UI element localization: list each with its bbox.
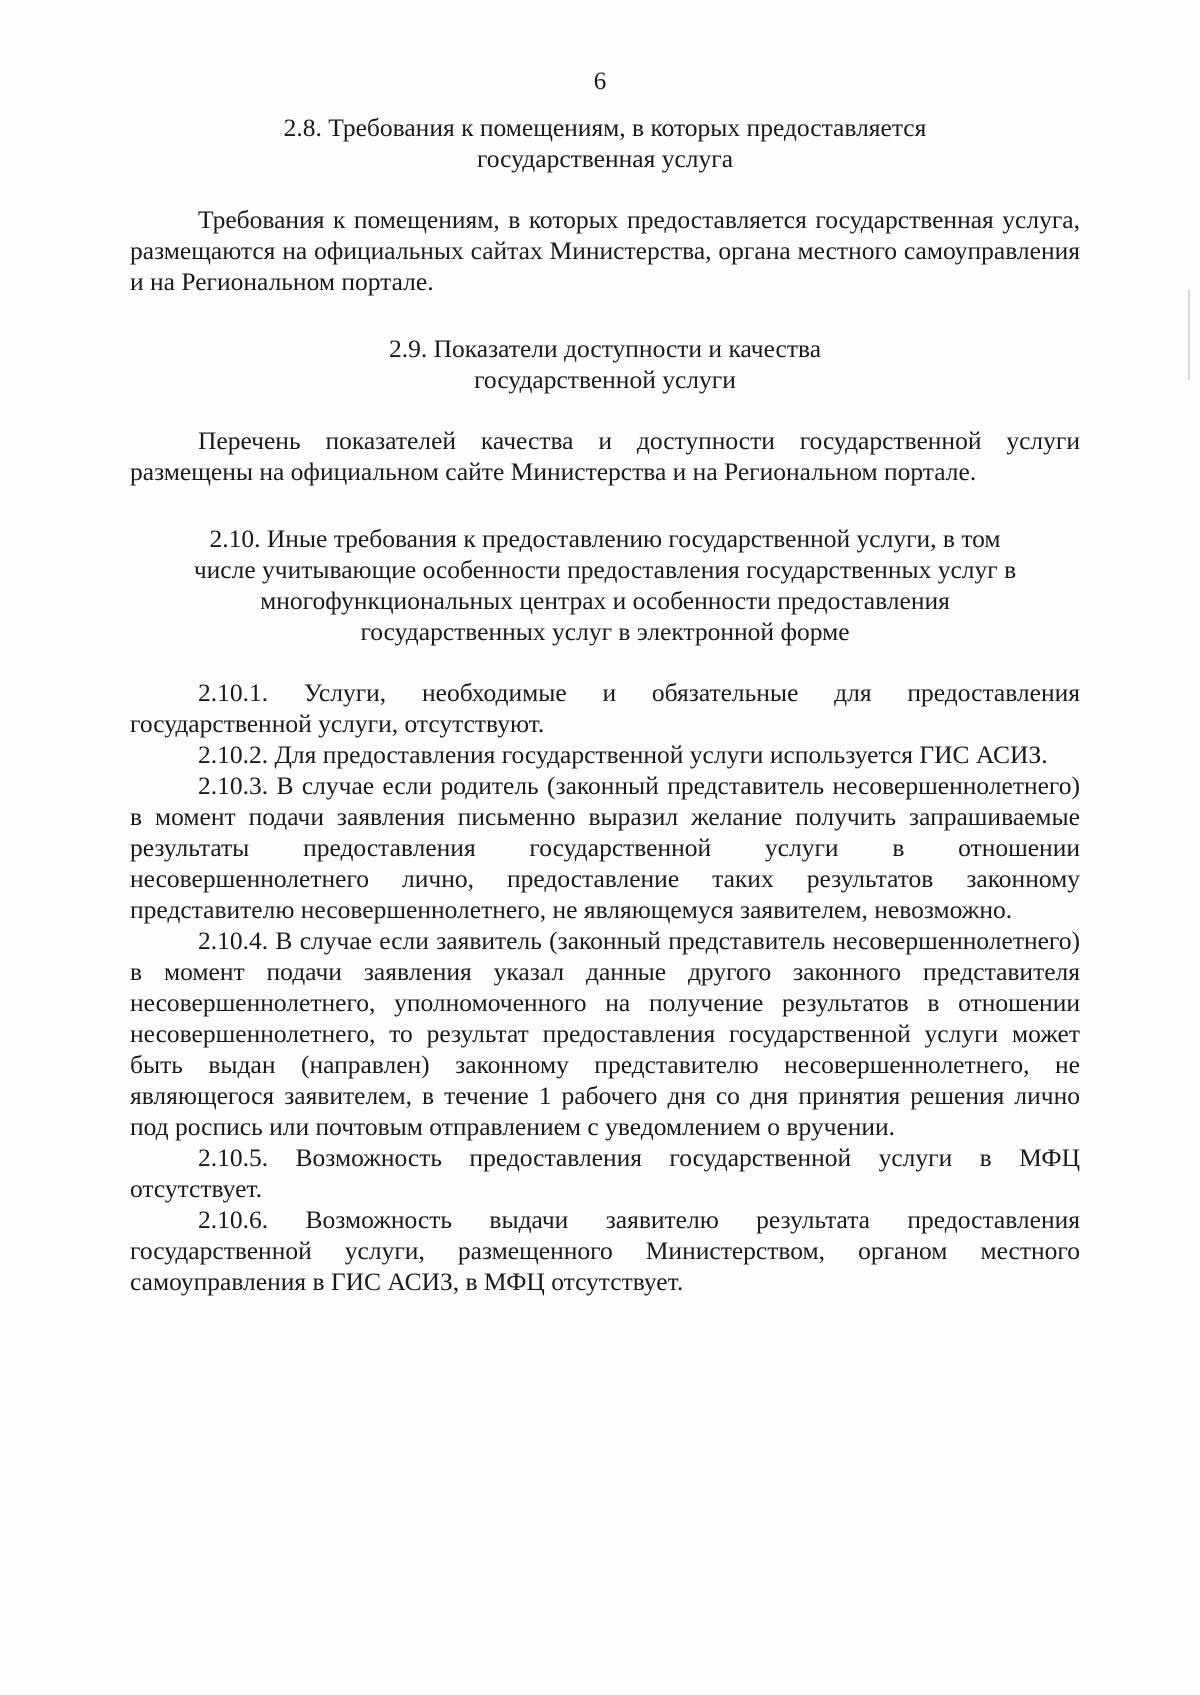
heading-line: 2.9. Показатели доступности и качества [388, 334, 822, 363]
heading-line: 2.10. Иные требования к предоставлению государственной услуги, в том [209, 524, 1001, 553]
paragraph-2-10-6: 2.10.6. Возможность выдачи заявителю результата предоставления государственной услуги, размещенного Министерством, органом местного самоуправления в ГИС АСИЗ, в МФЦ отсутствует. [130, 1205, 1080, 1296]
section-2-8 [130, 112, 1080, 297]
section-2-9-heading [130, 333, 1080, 395]
paragraph-2-10-4: 2.10.4. В случае если заявитель (законный представитель несовершеннолетнего) в момент подачи заявления указал данные другого законного представителя несовершеннолетнего, уполномоченного на получение результатов в отношении несовершеннолетнего, то результат предоставления государственной услуги может быть выдан (направлен) законному представителю несовершеннолетнего, не являющегося заявителем, в течение 1 рабочего дня со дня принятия решения лично под роспись или почтовым отправлением с уведомлением о вручении. [130, 926, 1080, 1141]
heading-line: числе учитывающие особенности предоставления государственных услуг в [193, 555, 1017, 584]
paragraph: Требования к помещениям, в которых предоставляется государственная услуга, размещаются на официальных сайтах Министерства, органа местного самоуправления и на Региональном портале. [130, 205, 1080, 296]
heading-line: 2.8. Требования к помещениям, в которых предоставляется [283, 113, 927, 142]
paragraph-2-10-1: 2.10.1. Услуги, необходимые и обязательные для предоставления государственной услуги, отсутствуют. [130, 678, 1080, 738]
section-2-10 [130, 523, 1080, 1297]
heading-line: многофункциональных центрах и особенности предоставления [260, 586, 950, 615]
section-2-10-heading [130, 523, 1080, 647]
paragraph-2-10-3: 2.10.3. В случае если родитель (законный представитель несовершеннолетнего) в момент подачи заявления письменно выразил желание получить запрашиваемые результаты предоставления государственной услуги в отношении несовершеннолетнего лично, предоставление таких результатов законному представителю несовершеннолетнего, не являющемуся заявителем, невозможно. [130, 771, 1080, 924]
scan-edge-mark [1188, 290, 1190, 380]
paragraph: Перечень показателей качества и доступности государственной услуги размещены на официальном сайте Министерства и на Региональном портале. [130, 426, 1080, 486]
paragraph-2-10-2: 2.10.2. Для предоставления государственной услуги используется ГИС АСИЗ. [198, 740, 1048, 769]
heading-line: государственная услуга [476, 144, 734, 173]
document-body [130, 112, 1080, 1297]
heading-line: государственных услуг в электронной форме [360, 617, 850, 646]
section-2-8-heading [130, 112, 1080, 174]
heading-line: государственной услуги [474, 365, 736, 394]
paragraph-2-10-5: 2.10.5. Возможность предоставления государственной услуги в МФЦ отсутствует. [130, 1143, 1080, 1203]
page-number: 6 [593, 68, 607, 95]
section-2-9 [130, 333, 1080, 487]
